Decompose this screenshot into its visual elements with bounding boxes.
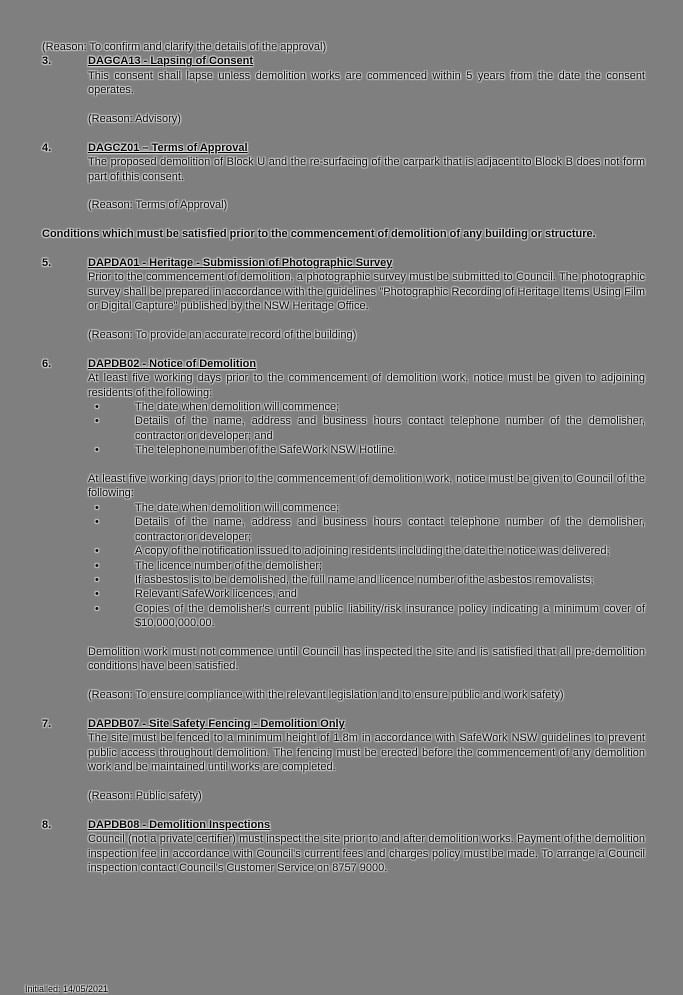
bullet-item: • The licence number of the demolisher; bbox=[88, 559, 645, 573]
condition-content bbox=[88, 141, 645, 213]
condition-body: The site must be fenced to a minimum height of 1.8m in accordance with SafeWork NSW guidelines to prevent public access throughout demolition. The fencing must be erected before the commencement of any demolition work and be maintained until works are completed. bbox=[88, 732, 645, 774]
condition-item-8 bbox=[42, 818, 645, 876]
footer-clipped-text: Initialled: 14/05/2021 bbox=[25, 984, 109, 994]
bullet-item: • Relevant SafeWork licences, and bbox=[88, 587, 645, 601]
condition-item-7 bbox=[42, 717, 645, 803]
reason-text: (Reason: Public safety) bbox=[88, 789, 202, 802]
bullet-item: • A copy of the notification issued to adjoining residents including the date the notice was delivered; bbox=[88, 544, 645, 558]
reason-text-item2: (Reason: To confirm and clarify the details of the approval) bbox=[42, 41, 327, 53]
condition-number: 5. bbox=[42, 257, 52, 270]
condition-heading: DAPDB08 - Demolition Inspections bbox=[88, 818, 271, 831]
condition-content bbox=[88, 357, 645, 703]
condition-content bbox=[88, 54, 645, 126]
reason-text: (Reason: To provide an accurate record of the building) bbox=[88, 329, 357, 342]
bullet-item: • Copies of the demolisher's current public liability/risk insurance policy indicating a minimum cover of $10,000,000.00. bbox=[88, 602, 645, 631]
condition-number: 4. bbox=[42, 141, 52, 154]
condition-body: Prior to the commencement of demolition, a photographic survey must be submitted to Council. The photographic survey shall be prepared in accordance with the guidelines "Photographic Recording of Heritage Items Using Film or Digital Capture" published by the NSW Heritage Office. bbox=[88, 271, 645, 313]
bullet-item: • Details of the name, address and business hours contact telephone number of the demolisher, contractor or developer; and bbox=[88, 414, 645, 443]
bullet-list-council bbox=[88, 501, 645, 631]
condition-content bbox=[88, 717, 645, 803]
condition-content bbox=[88, 818, 645, 876]
condition-number: 6. bbox=[42, 357, 52, 370]
condition-heading: DAPDB02 - Notice of Demolition bbox=[88, 357, 257, 370]
bullet-item: • The date when demolition will commence; bbox=[88, 400, 645, 414]
condition-number: 8. bbox=[42, 818, 52, 831]
bullet-list-residents bbox=[88, 400, 645, 458]
condition-heading: DAPDA01 - Heritage - Submission of Photographic Survey bbox=[88, 257, 393, 270]
condition-content bbox=[88, 256, 645, 342]
bullet-item: • If asbestos is to be demolished, the full name and licence number of the asbestos removalists; bbox=[88, 573, 645, 587]
condition-heading: DAPDB07 - Site Safety Fencing - Demolition Only bbox=[88, 717, 345, 730]
condition-body: At least five working days prior to the commencement of demolition work, notice must be given to Council of the following: bbox=[88, 473, 645, 500]
condition-item-4 bbox=[42, 141, 645, 213]
reason-text: (Reason: Advisory) bbox=[88, 113, 181, 126]
condition-number: 3. bbox=[42, 55, 52, 68]
condition-body: Demolition work must not commence until Council has inspected the site and is satisfied that all pre-demolition conditions have been satisfied. bbox=[88, 645, 645, 673]
condition-item-6 bbox=[42, 357, 645, 703]
reason-text: (Reason: To ensure compliance with the relevant legislation and to ensure public and work safety) bbox=[88, 689, 564, 702]
divider-heading: Conditions which must be satisfied prior to the commencement of demolition of any building or structure. bbox=[42, 228, 596, 241]
condition-body: The proposed demolition of Block U and the re-surfacing of the carpark that is adjacent to Block B does not form part of this consent. bbox=[88, 156, 645, 183]
condition-body: This consent shall lapse unless demolition works are commenced within 5 years from the date the consent operates. bbox=[88, 69, 645, 97]
bullet-item: • The date when demolition will commence; bbox=[88, 501, 645, 515]
bullet-item: • Details of the name, address and business hours contact telephone number of the demolisher, contractor or developer; bbox=[88, 515, 645, 544]
condition-item-5 bbox=[42, 256, 645, 342]
condition-number: 7. bbox=[42, 717, 52, 730]
condition-heading: DAGCZ01 – Terms of Approval bbox=[88, 141, 248, 154]
reason-text: (Reason: Terms of Approval) bbox=[88, 199, 228, 212]
condition-body: At least five working days prior to the commencement of demolition work, notice must be given to adjoining residents of the following: bbox=[88, 372, 645, 399]
condition-body: Council (not a private certifier) must inspect the site prior to and after demolition works. Payment of the demolition inspection fee in accordance with Council's current fees and charges policy must be made. To arrange a Council inspection contact Council's Customer Service on 8757 9000. bbox=[88, 833, 645, 874]
bullet-item: • The telephone number of the SafeWork NSW Hotline. bbox=[88, 443, 645, 457]
condition-heading: DAGCA13 - Lapsing of Consent bbox=[88, 55, 254, 68]
condition-item-3 bbox=[42, 54, 645, 126]
